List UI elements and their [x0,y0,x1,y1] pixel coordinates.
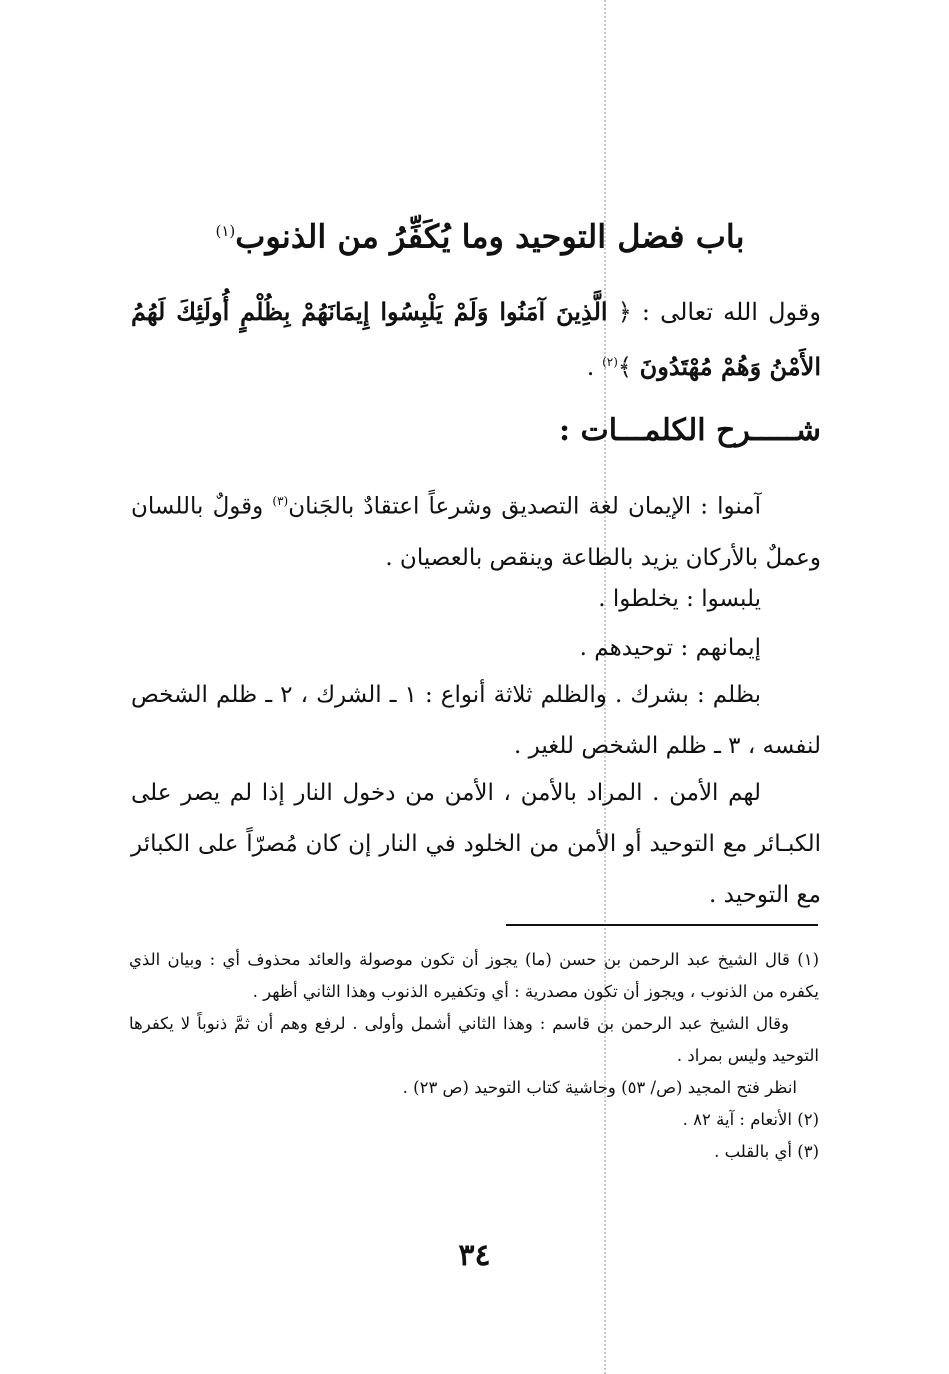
verse-text: الَّذِينَ آمَنُوا وَلَمْ يَلْبِسُوا إِيمَانَهُمْ بِظُلْمٍ أُولَئِكَ لَهُمُ الأَمْنُ وَهُمْ مُهْتَدُونَ [131,297,821,381]
chapter-title [150,206,810,262]
footnotes [129,944,819,1168]
definition-amanu-footnote-ref: (٣) [272,494,289,508]
section-heading: شـــــرح الكلمـــات : [558,413,821,448]
chapter-title-text: باب فضل التوحيد وما يُكَفِّرُ من الذنوب [235,217,745,256]
definition-amanu-text-b: وقولٌ باللسان وعملٌ بالأركان يزيد بالطاعة وينقص بالعصيان . [131,493,821,571]
verse-close-bracket: ﴾ [617,353,632,381]
footnote-1-reference: انظر فتح المجيد (ص/ ٥٣) وحاشية كتاب التوحيد (ص ٢٣) . [402,1078,797,1097]
verse-footnote-ref: (٢) [602,355,618,369]
footnote-1-part-a: (١) قال الشيخ عبد الرحمن بن حسن (ما) يجوز أن تكون موصولة والعائد محذوف أي : وبيان الذي يكفره من الذنوب ، ويجوز أن تكون مصدرية : أي وتكفيره الذنوب وهذا الثاني أظهر . [129,950,820,1001]
footnote-divider [506,924,818,926]
verse-intro: وقول الله تعالى : [641,298,821,326]
definition-amanu-text-a: آمنوا : الإيمان لغة التصديق وشرعاً اعتقادٌ بالجَنان [288,493,762,520]
footnote-2: (٢) الأنعام : آية ٨٢ . [682,1110,819,1129]
page-number: ٣٤ [458,1238,491,1273]
title-footnote-ref: (١) [215,222,236,240]
footnote-3: (٣) أي بالقلب . [714,1142,819,1161]
verse-end: . [586,353,595,381]
definition-amanu [131,476,821,584]
quran-verse-paragraph [131,287,821,392]
verse-open-bracket: ﴿ [617,298,632,326]
definition-bizulm: بظلم : بشرك . والظلم ثلاثة أنواع : ١ ـ الشرك ، ٢ ـ ظلم الشخص لنفسه ، ٣ ـ ظلم الشخص للغير . [131,682,821,759]
definition-lahum-alamn: لهم الأمن . المراد بالأمن ، الأمن من دخول النار إذا لم يصر على الكبـائر مع التوحيد أو الأمن من الخلود في النار إن كان مُصرّاً على الكبائر مع التوحيد . [131,780,821,908]
definition-yalbisu: يلبسوا : يخلطوا . [598,586,761,612]
footnote-1-part-b: وقال الشيخ عبد الرحمن بن قاسم : وهذا الثاني أشمل وأولى . لرفع وهم أن ثمَّ ذنوباً لا يكفرها التوحيد وليس بمراد . [129,1014,819,1065]
definition-imanahum: إيمانهم : توحيدهم . [579,635,761,661]
